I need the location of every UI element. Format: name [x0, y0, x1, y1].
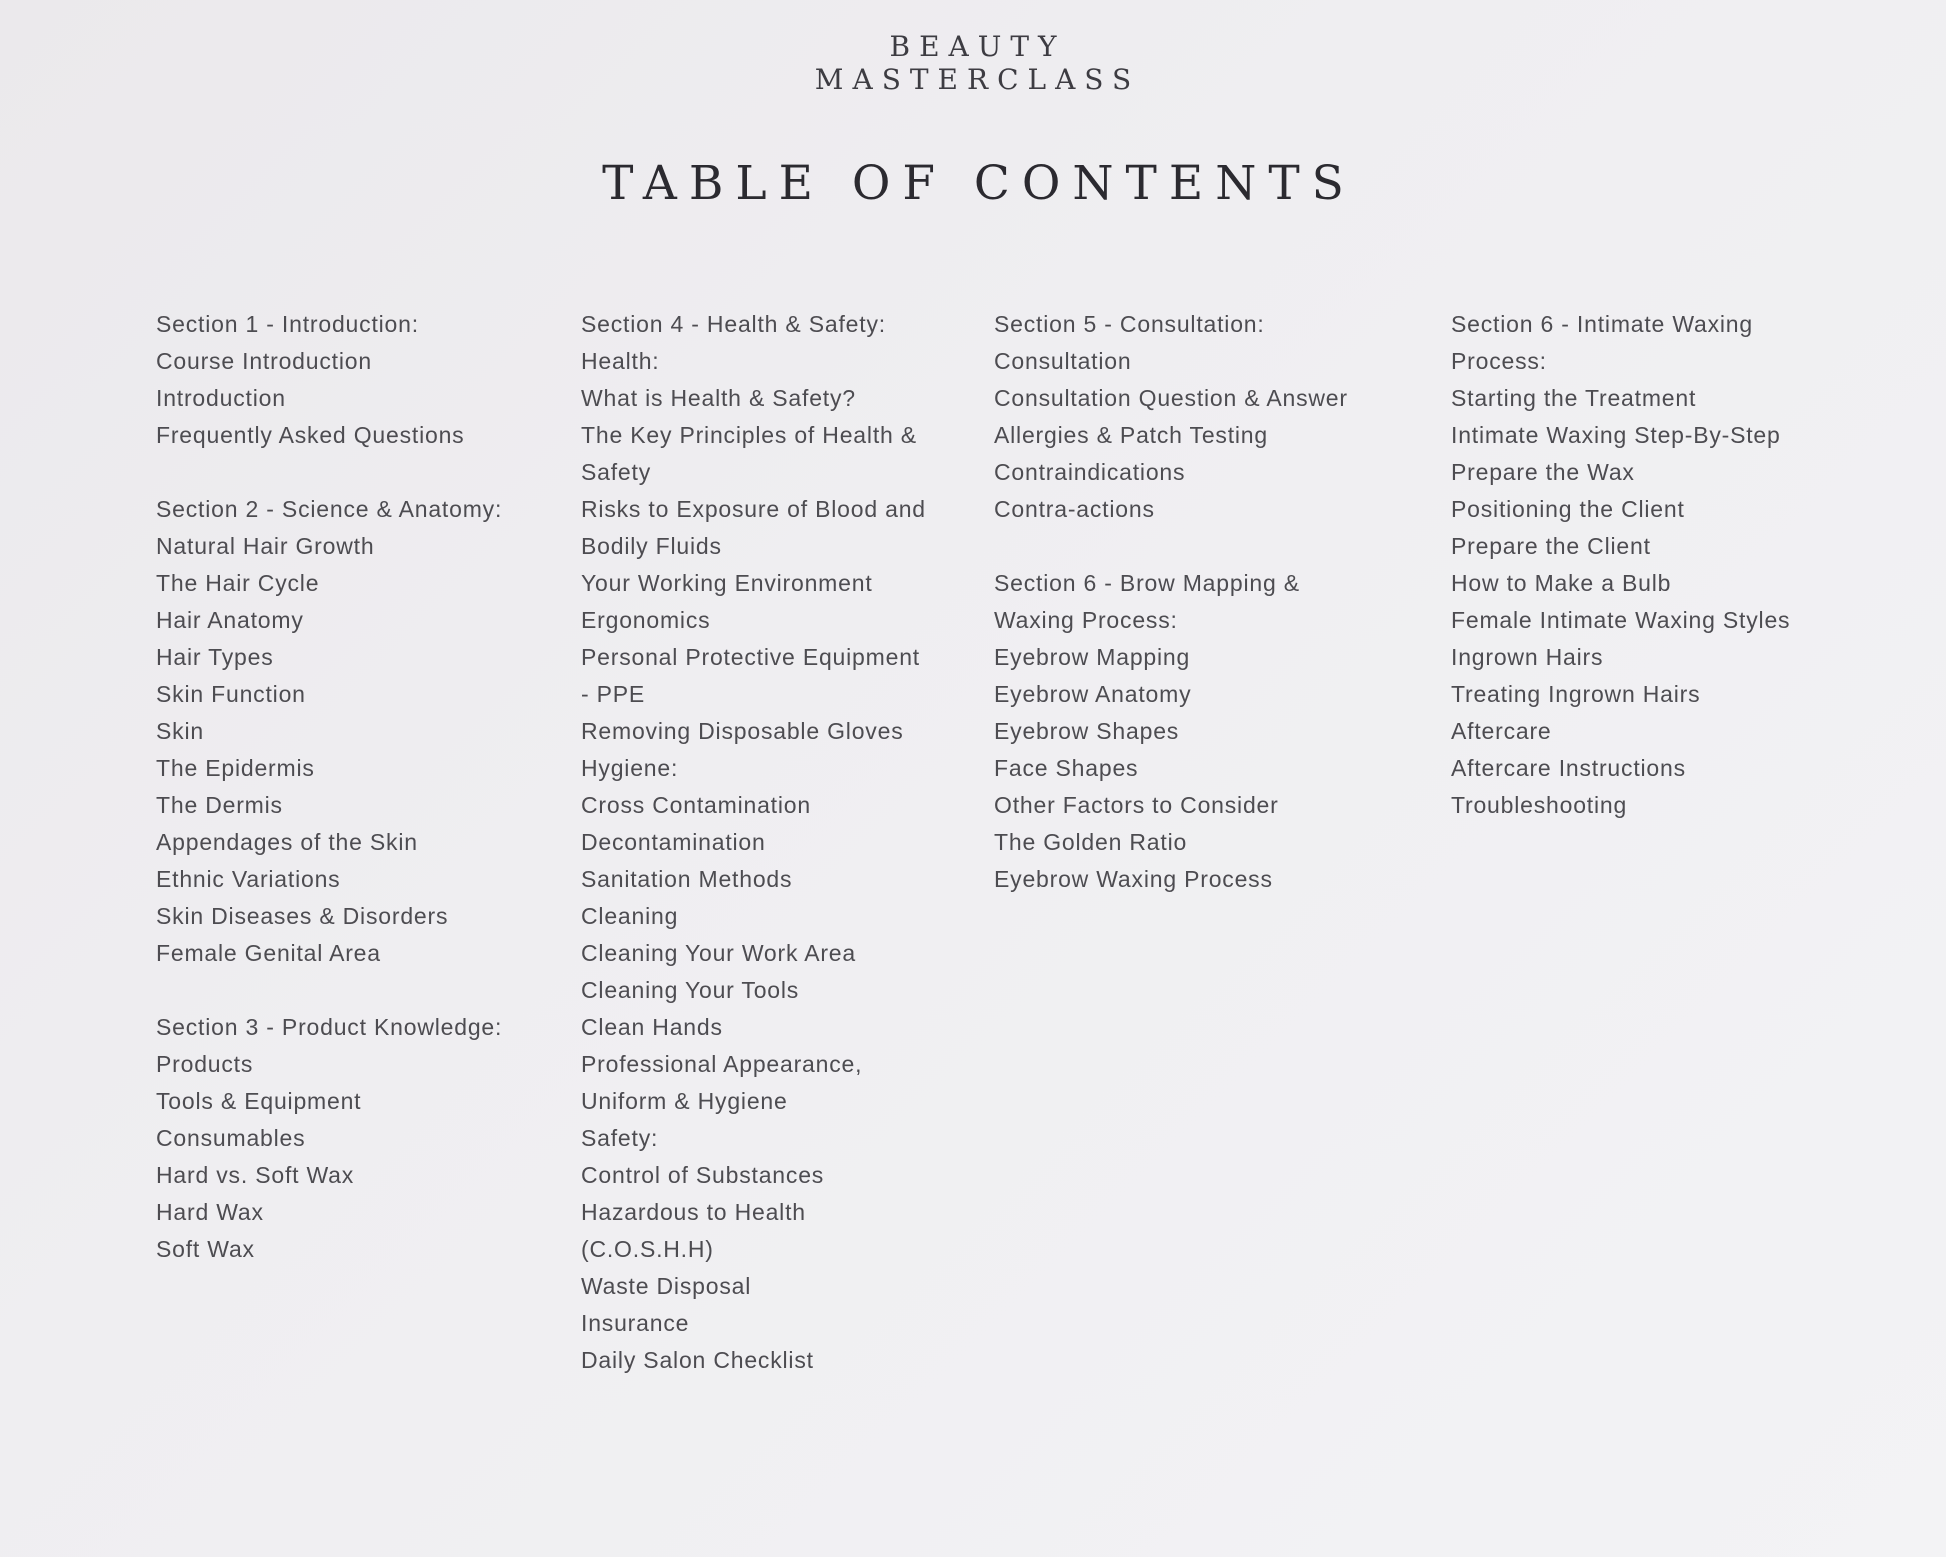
toc-entry: Face Shapes: [994, 755, 1139, 781]
toc-entry: What is Health & Safety?: [581, 385, 856, 411]
toc-entry: Eyebrow Anatomy: [994, 681, 1192, 707]
toc-entry: Professional Appearance,: [581, 1051, 863, 1077]
toc-section-heading: Section 5 - Consultation:: [994, 311, 1265, 337]
toc-entry: Hard vs. Soft Wax: [156, 1162, 355, 1188]
brand-line-2: MASTERCLASS: [814, 63, 1141, 96]
toc-entry: Ergonomics: [581, 607, 711, 633]
toc-entry: Consultation: [994, 348, 1132, 374]
toc-entry: Cleaning: [581, 903, 679, 929]
toc-entry: Hygiene:: [581, 755, 679, 781]
toc-entry: Tools & Equipment: [156, 1088, 362, 1114]
toc-entry: Cross Contamination: [581, 792, 811, 818]
toc-section-heading: Section 2 - Science & Anatomy:: [156, 496, 503, 522]
toc-entry: Frequently Asked Questions: [156, 422, 465, 448]
toc-entry: Process:: [1451, 348, 1547, 374]
toc-entry: Bodily Fluids: [581, 533, 722, 559]
page-title: [0, 154, 1946, 214]
toc-entry: Your Working Environment: [581, 570, 873, 596]
toc-entry: Skin Diseases & Disorders: [156, 903, 449, 929]
toc-group: [581, 306, 926, 1379]
toc-entry: (C.O.S.H.H): [581, 1236, 714, 1262]
toc-group: [156, 491, 502, 972]
toc-entry: Treating Ingrown Hairs: [1451, 681, 1701, 707]
toc-entry: Starting the Treatment: [1451, 385, 1697, 411]
brand-logo: [0, 30, 1946, 96]
toc-entry: Appendages of the Skin: [156, 829, 418, 855]
toc-group: [994, 306, 1348, 528]
toc-entry: Hair Anatomy: [156, 607, 304, 633]
toc-section-heading: Section 6 - Intimate Waxing: [1451, 311, 1753, 337]
toc-entry: Safety:: [581, 1125, 659, 1151]
toc-entry: Hair Types: [156, 644, 274, 670]
toc-column-2: [581, 306, 926, 1379]
toc-entry: Safety: [581, 459, 652, 485]
toc-entry: Intimate Waxing Step-By-Step: [1451, 422, 1781, 448]
toc-group: [156, 306, 502, 454]
toc-entry: Consumables: [156, 1125, 306, 1151]
toc-entry: Insurance: [581, 1310, 690, 1336]
toc-entry: Ethnic Variations: [156, 866, 341, 892]
toc-entry: Introduction: [156, 385, 286, 411]
toc-column-4: [1451, 306, 1790, 824]
toc-column-1: [156, 306, 502, 1268]
toc-entry: Other Factors to Consider: [994, 792, 1279, 818]
toc-entry: Products: [156, 1051, 254, 1077]
toc-entry: How to Make a Bulb: [1451, 570, 1672, 596]
toc-entry: Eyebrow Mapping: [994, 644, 1191, 670]
toc-entry: Skin: [156, 718, 204, 744]
toc-entry: Ingrown Hairs: [1451, 644, 1604, 670]
brand-line-1: BEAUTY: [889, 30, 1066, 63]
toc-entry: Troubleshooting: [1451, 792, 1628, 818]
toc-entry: Waste Disposal: [581, 1273, 752, 1299]
page-title-text: TABLE OF CONTENTS: [602, 156, 1356, 211]
toc-entry: Removing Disposable Gloves: [581, 718, 904, 744]
toc-entry: Personal Protective Equipment: [581, 644, 920, 670]
toc-section-heading: Section 6 - Brow Mapping &: [994, 570, 1300, 596]
toc-entry: Soft Wax: [156, 1236, 255, 1262]
toc-entry: Course Introduction: [156, 348, 372, 374]
toc-entry: Health:: [581, 348, 660, 374]
toc-entry: Uniform & Hygiene: [581, 1088, 788, 1114]
toc-entry: Daily Salon Checklist: [581, 1347, 814, 1373]
toc-entry: - PPE: [581, 681, 646, 707]
toc-entry: Eyebrow Shapes: [994, 718, 1180, 744]
toc-entry: Risks to Exposure of Blood and: [581, 496, 926, 522]
toc-section-heading: Section 1 - Introduction:: [156, 311, 419, 337]
toc-section-heading: Section 3 - Product Knowledge:: [156, 1014, 503, 1040]
toc-entry: The Hair Cycle: [156, 570, 320, 596]
toc-entry: Waxing Process:: [994, 607, 1178, 633]
toc-entry: The Epidermis: [156, 755, 315, 781]
toc-column-3: [994, 306, 1348, 898]
toc-group: [156, 1009, 502, 1268]
toc-entry: Natural Hair Growth: [156, 533, 375, 559]
toc-entry: Aftercare Instructions: [1451, 755, 1686, 781]
toc-entry: Consultation Question & Answer: [994, 385, 1348, 411]
toc-entry: Skin Function: [156, 681, 306, 707]
toc-entry: Eyebrow Waxing Process: [994, 866, 1273, 892]
toc-entry: The Dermis: [156, 792, 283, 818]
toc-entry: Female Intimate Waxing Styles: [1451, 607, 1791, 633]
toc-entry: Prepare the Client: [1451, 533, 1651, 559]
toc-entry: Aftercare: [1451, 718, 1552, 744]
toc-entry: Cleaning Your Work Area: [581, 940, 856, 966]
toc-entry: The Golden Ratio: [994, 829, 1188, 855]
toc-entry: Clean Hands: [581, 1014, 723, 1040]
toc-entry: Allergies & Patch Testing: [994, 422, 1268, 448]
toc-entry: Prepare the Wax: [1451, 459, 1635, 485]
toc-entry: Sanitation Methods: [581, 866, 793, 892]
toc-entry: Contraindications: [994, 459, 1186, 485]
toc-entry: Hard Wax: [156, 1199, 264, 1225]
toc-group: [994, 565, 1348, 898]
toc-entry: Cleaning Your Tools: [581, 977, 800, 1003]
toc-entry: Contra-actions: [994, 496, 1155, 522]
toc-entry: Decontamination: [581, 829, 766, 855]
toc-entry: Female Genital Area: [156, 940, 381, 966]
toc-entry: Hazardous to Health: [581, 1199, 806, 1225]
toc-section-heading: Section 4 - Health & Safety:: [581, 311, 886, 337]
toc-entry: Control of Substances: [581, 1162, 825, 1188]
toc-entry: Positioning the Client: [1451, 496, 1685, 522]
toc-group: [1451, 306, 1790, 824]
toc-entry: The Key Principles of Health &: [581, 422, 917, 448]
